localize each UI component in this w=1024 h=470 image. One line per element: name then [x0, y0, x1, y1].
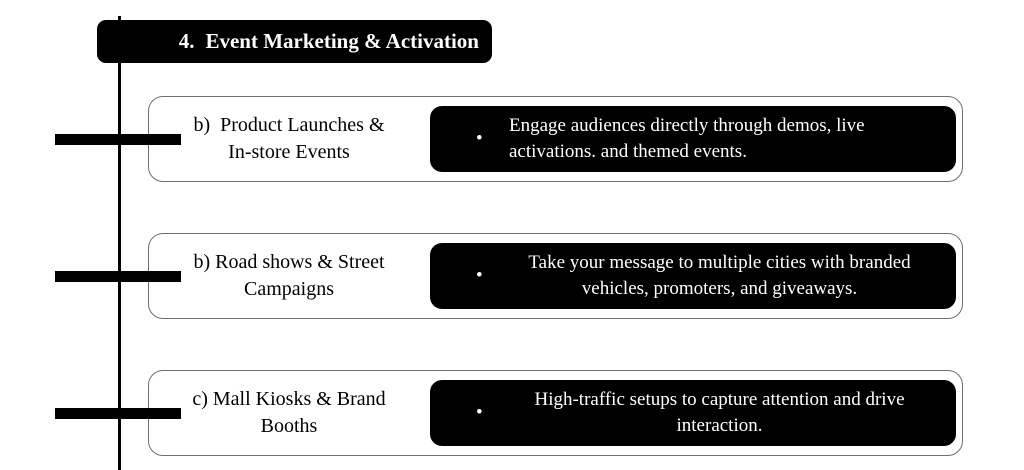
- row-description-box: [430, 243, 956, 309]
- row-card-product-launches: [148, 96, 963, 182]
- description-text: [509, 113, 930, 165]
- row-card-road-shows: [148, 233, 963, 319]
- label-line: b) Road shows & Street: [193, 251, 385, 273]
- row-label: [149, 112, 429, 166]
- row-label: [149, 386, 429, 440]
- label-line: c) Mall Kiosks & Brand: [192, 388, 386, 410]
- label-line: Booths: [260, 415, 318, 437]
- description-text: [509, 250, 930, 302]
- description-line: vehicles, promoters, and giveaways.: [581, 277, 858, 299]
- bullet-icon: •: [476, 264, 483, 286]
- description-line: Take your message to multiple cities with branded: [528, 251, 911, 273]
- label-line: Campaigns: [244, 278, 334, 300]
- label-line: b) Product Launches &: [193, 114, 385, 136]
- description-line: interaction.: [676, 414, 763, 436]
- row-card-mall-kiosks: [148, 370, 963, 456]
- description-line: High-traffic setups to capture attention and drive: [534, 388, 905, 410]
- label-line: In-store Events: [228, 141, 350, 163]
- description-line: Engage audiences directly through demos, live: [509, 114, 865, 136]
- row-label: [149, 249, 429, 303]
- timeline-tick: [55, 408, 181, 419]
- timeline-tick: [55, 271, 181, 282]
- bullet-icon: •: [476, 127, 483, 149]
- section-number: 4.: [178, 29, 195, 53]
- row-description-box: [430, 106, 956, 172]
- section-header: [97, 20, 492, 63]
- section-title: Event Marketing & Activation: [205, 29, 479, 53]
- bullet-icon: •: [476, 401, 483, 423]
- timeline-tick: [55, 134, 181, 145]
- description-line: activations. and themed events.: [509, 140, 747, 162]
- description-text: [509, 387, 930, 439]
- row-description-box: [430, 380, 956, 446]
- timeline-vertical-line: [118, 16, 121, 470]
